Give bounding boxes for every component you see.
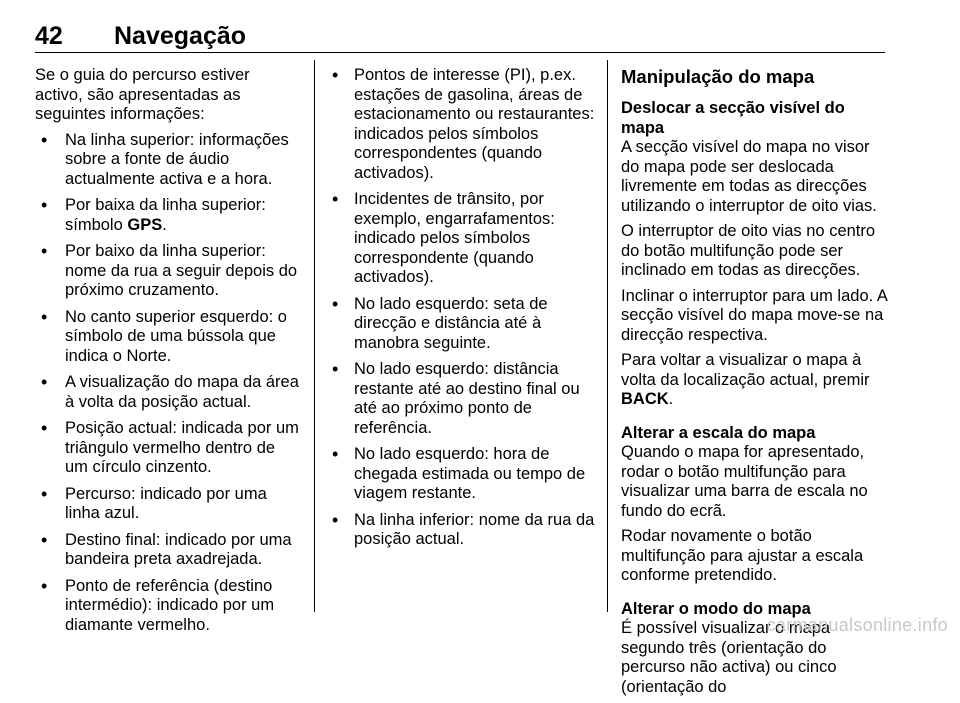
back-button-label: BACK: [621, 390, 669, 408]
paragraph: Inclinar o interruptor para um lado. A secção visível do mapa move-se na direcção respectiva.: [621, 286, 887, 344]
subsection-heading: Deslocar a secção visível do mapa: [621, 99, 845, 137]
list-item: • Na linha superior: informações sobre a fonte de áudio actualmente activa e a hora.: [35, 131, 300, 190]
column-divider: [607, 60, 608, 612]
column-left: [35, 66, 300, 642]
list-item: • No lado esquerdo: seta de direcção e distância até à manobra seguinte.: [330, 295, 595, 354]
watermark: carmanualsonline.info: [766, 615, 948, 635]
list-item: • Na linha inferior: nome da rua da posição actual.: [330, 511, 595, 550]
subsection-heading: Alterar a escala do mapa: [621, 423, 816, 442]
list-item: • Percurso: indicado por uma linha azul.: [35, 485, 300, 524]
list-item: • No canto superior esquerdo: o símbolo de uma bússola que indica o Norte.: [35, 308, 300, 367]
paragraph: É possível visualizar o mapa segundo três (orientação do percurso não activa) ou cinco (orientação do: [621, 619, 837, 696]
paragraph: A secção visível do mapa no visor do mapa pode ser deslocada livremente em todas as direcções utilizando o interruptor de oito vias.: [621, 138, 877, 215]
list-item: • Por baixa da linha superior: símbolo GPS.: [35, 196, 300, 235]
paragraph: Quando o mapa for apresentado, rodar o botão multifunção para visualizar uma barra de escala no fundo do ecrã.: [621, 443, 868, 520]
list-item: • Ponto de referência (destino intermédio): indicado por um diamante vermelho.: [35, 577, 300, 636]
list-item: • Posição actual: indicada por um triângulo vermelho dentro de um círculo cinzento.: [35, 419, 300, 478]
list-item: • Incidentes de trânsito, por exemplo, engarrafamentos: indicado pelos símbolos correspondente (quando activados).: [330, 190, 595, 288]
chapter-title: Navegação: [114, 22, 247, 50]
subsection-heading: Alterar o modo do mapa: [621, 599, 811, 618]
page-header: [35, 22, 885, 53]
info-list: [330, 66, 595, 550]
column-right: [621, 66, 889, 703]
paragraph: Rodar novamente o botão multifunção para ajustar a escala conforme pretendido.: [621, 527, 864, 584]
column-divider: [314, 60, 315, 612]
list-item: • No lado esquerdo: hora de chegada estimada ou tempo de viagem restante.: [330, 445, 595, 504]
list-item: • Destino final: indicado por uma bandeira preta axadrejada.: [35, 531, 300, 570]
intro-paragraph: Se o guia do percurso estiver activo, são apresentadas as seguintes informações:: [35, 66, 250, 123]
info-list: [35, 131, 300, 636]
list-item: • A visualização do mapa da área à volta da posição actual.: [35, 373, 300, 412]
page-number: 42: [35, 22, 63, 50]
list-item: • Pontos de interesse (PI), p.ex. estações de gasolina, áreas de estacionamento ou restaurantes: indicados pelos símbolos correspondentes (quando activados).: [330, 66, 595, 183]
list-item: • Por baixo da linha superior: nome da rua a seguir depois do próximo cruzamento.: [35, 242, 300, 301]
paragraph: O interruptor de oito vias no centro do botão multifunção pode ser inclinado em todas as direcções.: [621, 222, 876, 279]
section-title: Manipulação do mapa: [621, 66, 815, 87]
list-item: • No lado esquerdo: distância restante até ao destino final ou até ao próximo ponto de referência.: [330, 360, 595, 438]
column-middle: [330, 66, 595, 557]
paragraph: Para voltar a visualizar o mapa à volta da localização actual, premir BACK.: [621, 351, 870, 408]
